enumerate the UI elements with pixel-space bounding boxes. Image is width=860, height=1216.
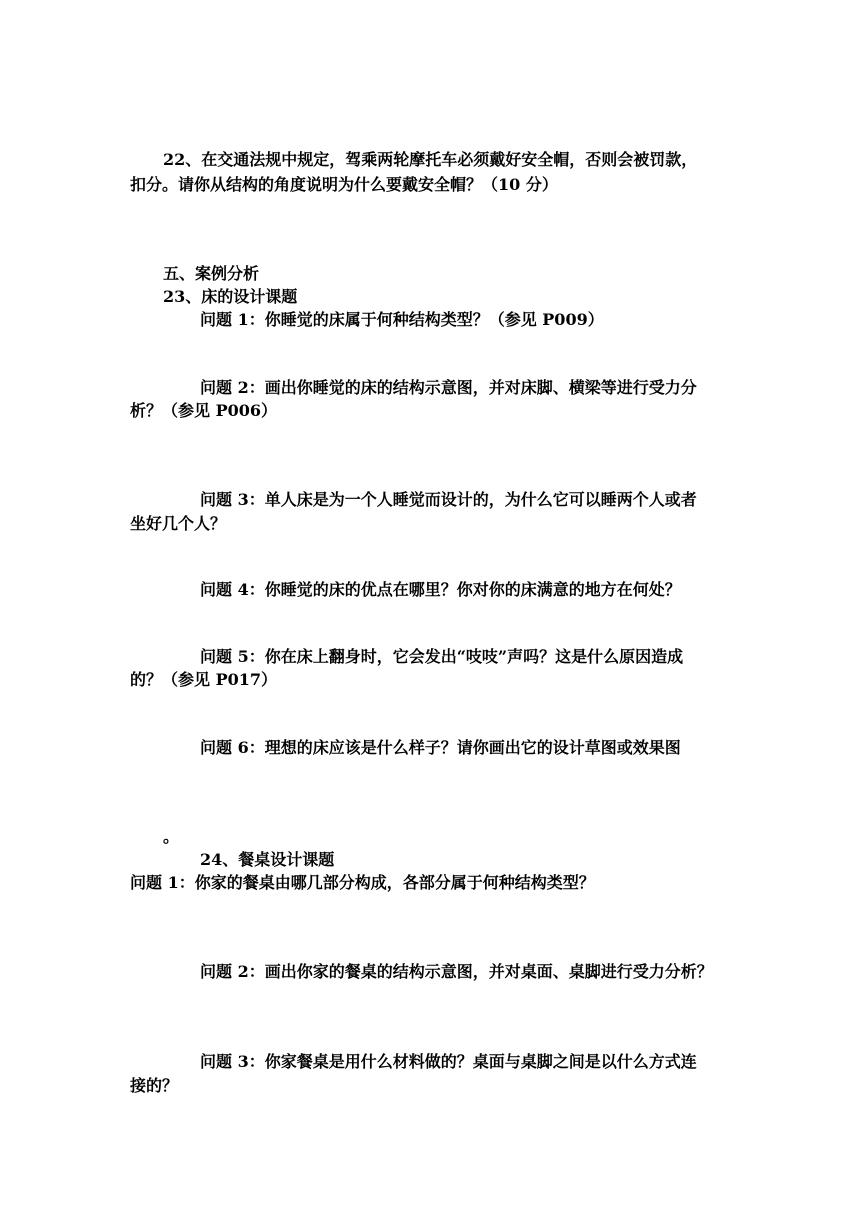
question-24-title: 24、餐桌设计课题 [200,850,335,869]
question-23-problem-5-line-2: 的？（参见 P017） [130,670,278,689]
question-23-title: 23、床的设计课题 [163,287,298,306]
question-24-problem-3-line-2: 接的？ [130,1076,179,1095]
question-24-problem-2: 问题 2：画出你家的餐桌的结构示意图，并对桌面、桌脚进行受力分析？ [200,962,713,981]
question-23-problem-1: 问题 1：你睡觉的床属于何种结构类型？（参见 P009） [200,310,604,329]
question-22-line-1: 22、在交通法规中规定，驾乘两轮摩托车必须戴好安全帽，否则会被罚款， [163,150,698,169]
question-24-problem-1: 问题 1：你家的餐桌由哪几部分构成，各部分属于何种结构类型？ [130,873,595,892]
section-5-heading: 五、案例分析 [163,264,260,283]
question-23-problem-3-line-1: 问题 3：单人床是为一个人睡觉而设计的，为什么它可以睡两个人或者 [200,490,697,509]
question-23-problem-4: 问题 4：你睡觉的床的优点在哪里？你对你的床满意的地方在何处？ [200,580,681,599]
question-23-trailing-period: 。 [163,827,180,846]
question-23-problem-6: 问题 6：理想的床应该是什么样子？请你画出它的设计草图或效果图 [200,738,681,757]
question-23-problem-2-line-1: 问题 2：画出你睡觉的床的结构示意图，并对床脚、横梁等进行受力分 [200,378,697,397]
question-23-problem-3-line-2: 坐好几个人？ [130,514,227,533]
question-23-problem-5-line-1: 问题 5：你在床上翻身时，它会发出“吱吱”声吗？这是什么原因造成 [200,647,684,666]
question-23-problem-2-line-2: 析？（参见 P006） [130,401,278,420]
question-22-line-2: 扣分。请你从结构的角度说明为什么要戴安全帽？（10 分） [130,175,558,194]
question-24-problem-3-line-1: 问题 3：你家餐桌是用什么材料做的？桌面与桌脚之间是以什么方式连 [200,1052,697,1071]
